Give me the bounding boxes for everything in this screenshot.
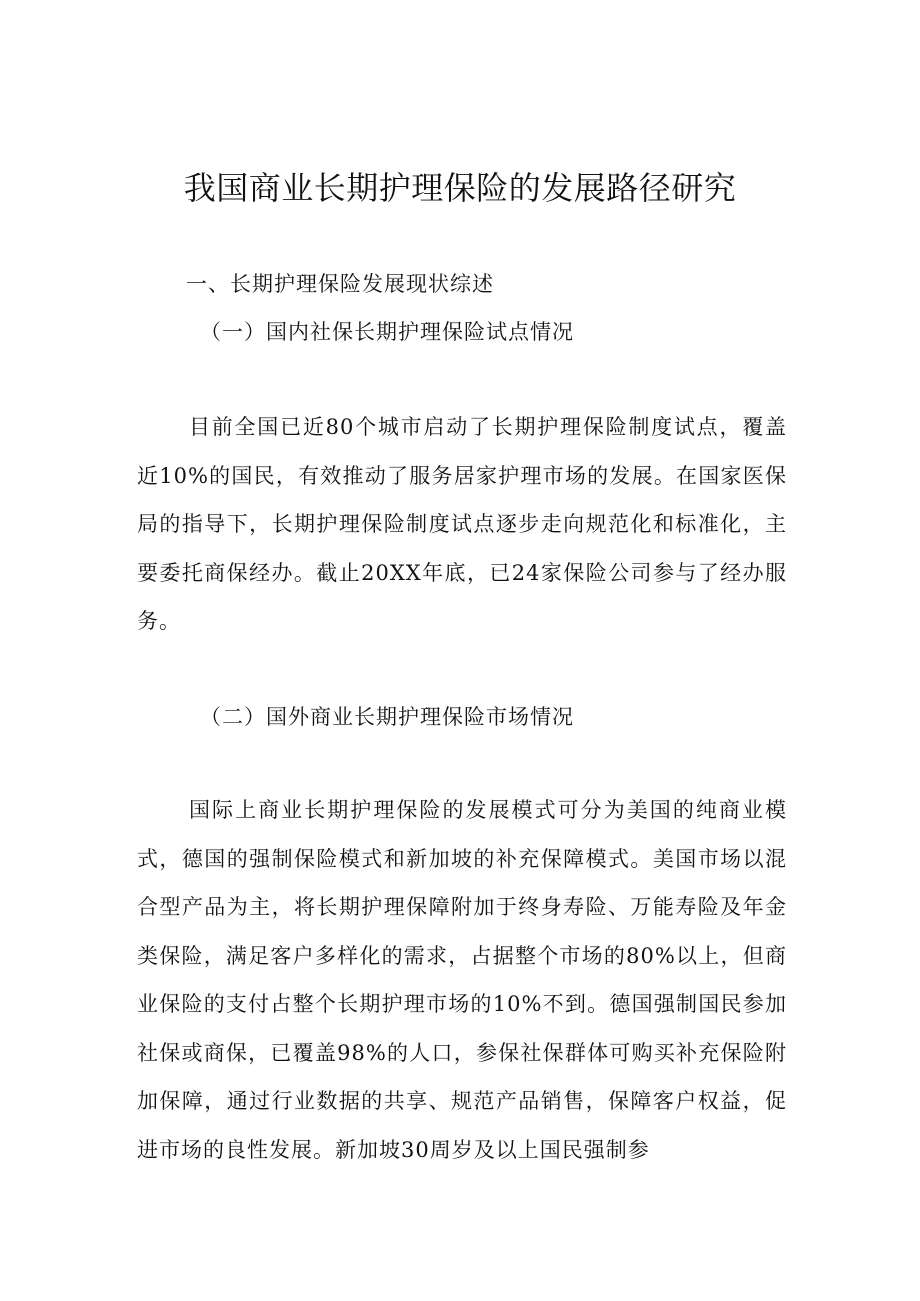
document-title: 我国商业长期护理保险的发展路径研究 (183, 169, 737, 207)
paragraph-domestic-pilot: 目前全国已近80个城市启动了长期护理保险制度试点，覆盖近10%的国民，有效推动了服务居家护理市场的发展。在国家医保局的指导下，长期护理保险制度试点逐步走向规范化和标准化，主要委托商保经办。截止20XX年底，已24家保险公司参与了经办服务。 (137, 415, 787, 633)
subsection-heading-1: （一）国内社保长期护理保险试点情况 (200, 320, 574, 344)
subsection-heading-2: （二）国外商业长期护理保险市场情况 (200, 705, 574, 729)
section-heading-1: 一、长期护理保险发展现状综述 (186, 272, 494, 296)
paragraph-foreign-market: 国际上商业长期护理保险的发展模式可分为美国的纯商业模式，德国的强制保险模式和新加坡的补充保障模式。美国市场以混合型产品为主，将长期护理保障附加于终身寿险、万能寿险及年金类保险，满足客户多样化的需求，占据整个市场的80%以上，但商业保险的支付占整个长期护理市场的10%不到。德国强制国民参加社保或商保，已覆盖98%的人口，参保社保群体可购买补充保险附加保障，通过行业数据的共享、规范产品销售，保障客户权益，促进市场的良性发展。新加坡30周岁及以上国民强制参 (137, 798, 787, 1162)
